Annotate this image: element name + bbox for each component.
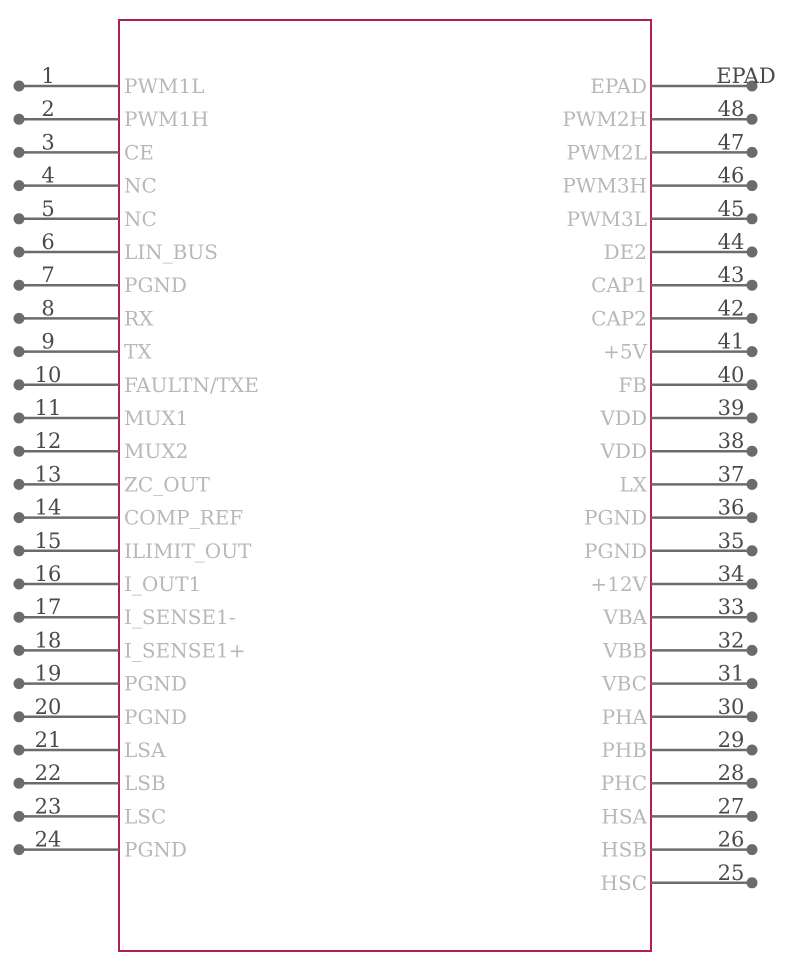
pin-number: 12 [34,429,62,454]
pin-name: +5V [603,339,647,364]
pin-number: 27 [717,794,745,819]
pin-terminal-dot [14,645,25,656]
pin-name: VBA [603,605,647,630]
pin-name: VBC [602,671,647,696]
pin-terminal-dot [14,114,25,125]
pin-number: 43 [717,263,745,288]
pin-number: 36 [717,495,745,520]
pin-number: EPAD [716,64,776,88]
pin-number: 37 [717,462,745,487]
pin-number: 10 [34,362,62,387]
pin-terminal-dot [747,612,758,623]
pin-name: FAULTN/TXE [124,372,259,397]
pin-terminal-dot [747,446,758,457]
pin-number: 34 [717,562,745,586]
pin-terminal-dot [14,81,25,92]
pin-number: 31 [717,661,745,686]
pin-terminal-dot [14,545,25,556]
pin-name: HSC [600,870,647,895]
pin-terminal-dot [747,778,758,789]
pin-terminal-dot [14,479,25,490]
pin-number: 2 [41,97,55,122]
pin-terminal-dot [14,413,25,424]
pin-number: 48 [717,97,745,122]
pin-terminal-dot [747,313,758,324]
pin-number: 8 [41,296,55,321]
pin-number: 19 [34,661,62,686]
pin-terminal-dot [14,745,25,756]
pin-name: MUX2 [124,439,189,464]
pin-number: 11 [34,396,62,420]
pin-terminal-dot [747,579,758,590]
pin-terminal-dot [14,147,25,158]
pin-name: LSC [124,804,167,829]
pin-name: I_SENSE1+ [124,638,246,663]
pin-terminal-dot [747,811,758,822]
pin-number: 26 [717,827,745,852]
pin-terminal-dot [14,612,25,623]
pin-terminal-dot [747,745,758,756]
pin-name: PGND [584,505,647,530]
pin-terminal-dot [747,147,758,158]
pin-number: 6 [41,230,55,254]
pin-number: 28 [717,761,745,786]
pin-terminal-dot [14,213,25,224]
pin-number: 22 [34,761,62,786]
pin-terminal-dot [747,711,758,722]
pin-number: 46 [717,163,745,188]
pin-name: VDD [600,406,647,430]
pin-terminal-dot [747,180,758,191]
pin-name: COMP_REF [124,505,244,530]
pin-name: TX [124,339,152,364]
pin-number: 30 [717,694,745,719]
pin-name: PHA [601,704,647,729]
pin-name: PWM1H [124,107,209,132]
pin-number: 44 [717,230,745,254]
pin-number: 47 [717,130,745,155]
pin-name: PGND [124,704,187,729]
pin-terminal-dot [747,479,758,490]
pin-number: 41 [717,329,745,354]
pin-terminal-dot [747,645,758,656]
pin-terminal-dot [14,811,25,822]
pin-terminal-dot [14,512,25,523]
pin-name: PHC [600,771,647,796]
pin-number: 3 [41,130,55,155]
pin-name: FB [618,372,647,397]
pin-name: I_SENSE1- [124,605,236,630]
pin-name: PGND [584,538,647,563]
pin-terminal-dot [747,379,758,390]
pin-name: PGND [124,671,187,696]
pin-terminal-dot [14,678,25,689]
pin-name: DE2 [603,240,647,264]
pin-name: PWM3H [562,173,647,198]
pin-name: ILIMIT_OUT [124,538,252,563]
pin-number: 40 [717,362,745,387]
pin-terminal-dot [14,313,25,324]
pin-name: RX [124,306,154,331]
pin-name: ZC_OUT [124,472,210,497]
pin-name: PWM2L [566,140,647,165]
pin-number: 32 [717,628,745,653]
pin-number: 17 [34,595,62,620]
pin-terminal-dot [14,280,25,291]
pin-name: PWM2H [562,107,647,132]
pin-name: NC [124,206,157,231]
pin-number: 45 [717,196,745,221]
pin-name: I_OUT1 [124,572,202,596]
pin-terminal-dot [14,579,25,590]
pin-number: 1 [41,64,55,88]
pin-number: 25 [717,860,745,885]
pin-name: PGND [124,837,187,862]
pin-name: CE [124,140,154,165]
pin-name: VBB [603,638,647,663]
pin-name: PGND [124,273,187,298]
pin-name: PHB [601,738,647,762]
pin-terminal-dot [14,844,25,855]
pin-terminal-dot [14,180,25,191]
pin-number: 15 [34,528,62,553]
pin-terminal-dot [14,711,25,722]
pin-name: EPAD [590,74,647,98]
pin-number: 5 [41,196,55,221]
pin-number: 18 [34,628,62,653]
pin-terminal-dot [747,512,758,523]
pin-number: 23 [34,794,62,819]
pin-terminal-dot [14,446,25,457]
pin-number: 13 [34,462,62,487]
pin-number: 38 [717,429,745,454]
pin-terminal-dot [747,346,758,357]
pin-name: VDD [600,439,647,464]
pin-number: 9 [41,329,55,354]
pin-number: 33 [717,595,745,620]
pin-terminal-dot [747,247,758,258]
pin-name: LX [619,472,647,497]
pin-number: 20 [34,694,62,719]
pin-terminal-dot [747,413,758,424]
pin-terminal-dot [747,213,758,224]
pin-number: 4 [41,163,55,188]
pin-number: 39 [717,396,745,420]
pin-number: 35 [717,528,745,553]
pin-name: PWM3L [566,206,647,231]
pin-terminal-dot [747,545,758,556]
pin-name: HSA [601,804,647,829]
pin-terminal-dot [14,778,25,789]
pin-number: 14 [34,495,62,520]
pin-name: MUX1 [124,406,189,430]
pin-name: LSB [124,771,166,796]
pin-number: 42 [717,296,745,321]
pin-terminal-dot [747,114,758,125]
pin-number: 7 [41,263,55,288]
pin-name: HSB [601,837,647,862]
pin-name: CAP2 [591,306,647,331]
pin-number: 24 [34,827,62,852]
pin-number: 29 [717,728,745,752]
pin-terminal-dot [747,280,758,291]
pin-terminal-dot [747,877,758,888]
pin-name: PWM1L [124,74,205,98]
pin-name: LIN_BUS [124,240,218,264]
pin-terminal-dot [14,247,25,258]
pin-name: CAP1 [591,273,647,298]
pin-terminal-dot [747,844,758,855]
pin-name: LSA [124,738,166,762]
pin-number: 21 [34,728,62,752]
pin-name: NC [124,173,157,198]
pin-number: 16 [34,562,62,586]
pin-terminal-dot [14,346,25,357]
pin-name: +12V [590,572,647,596]
pin-terminal-dot [747,678,758,689]
pin-terminal-dot [14,379,25,390]
